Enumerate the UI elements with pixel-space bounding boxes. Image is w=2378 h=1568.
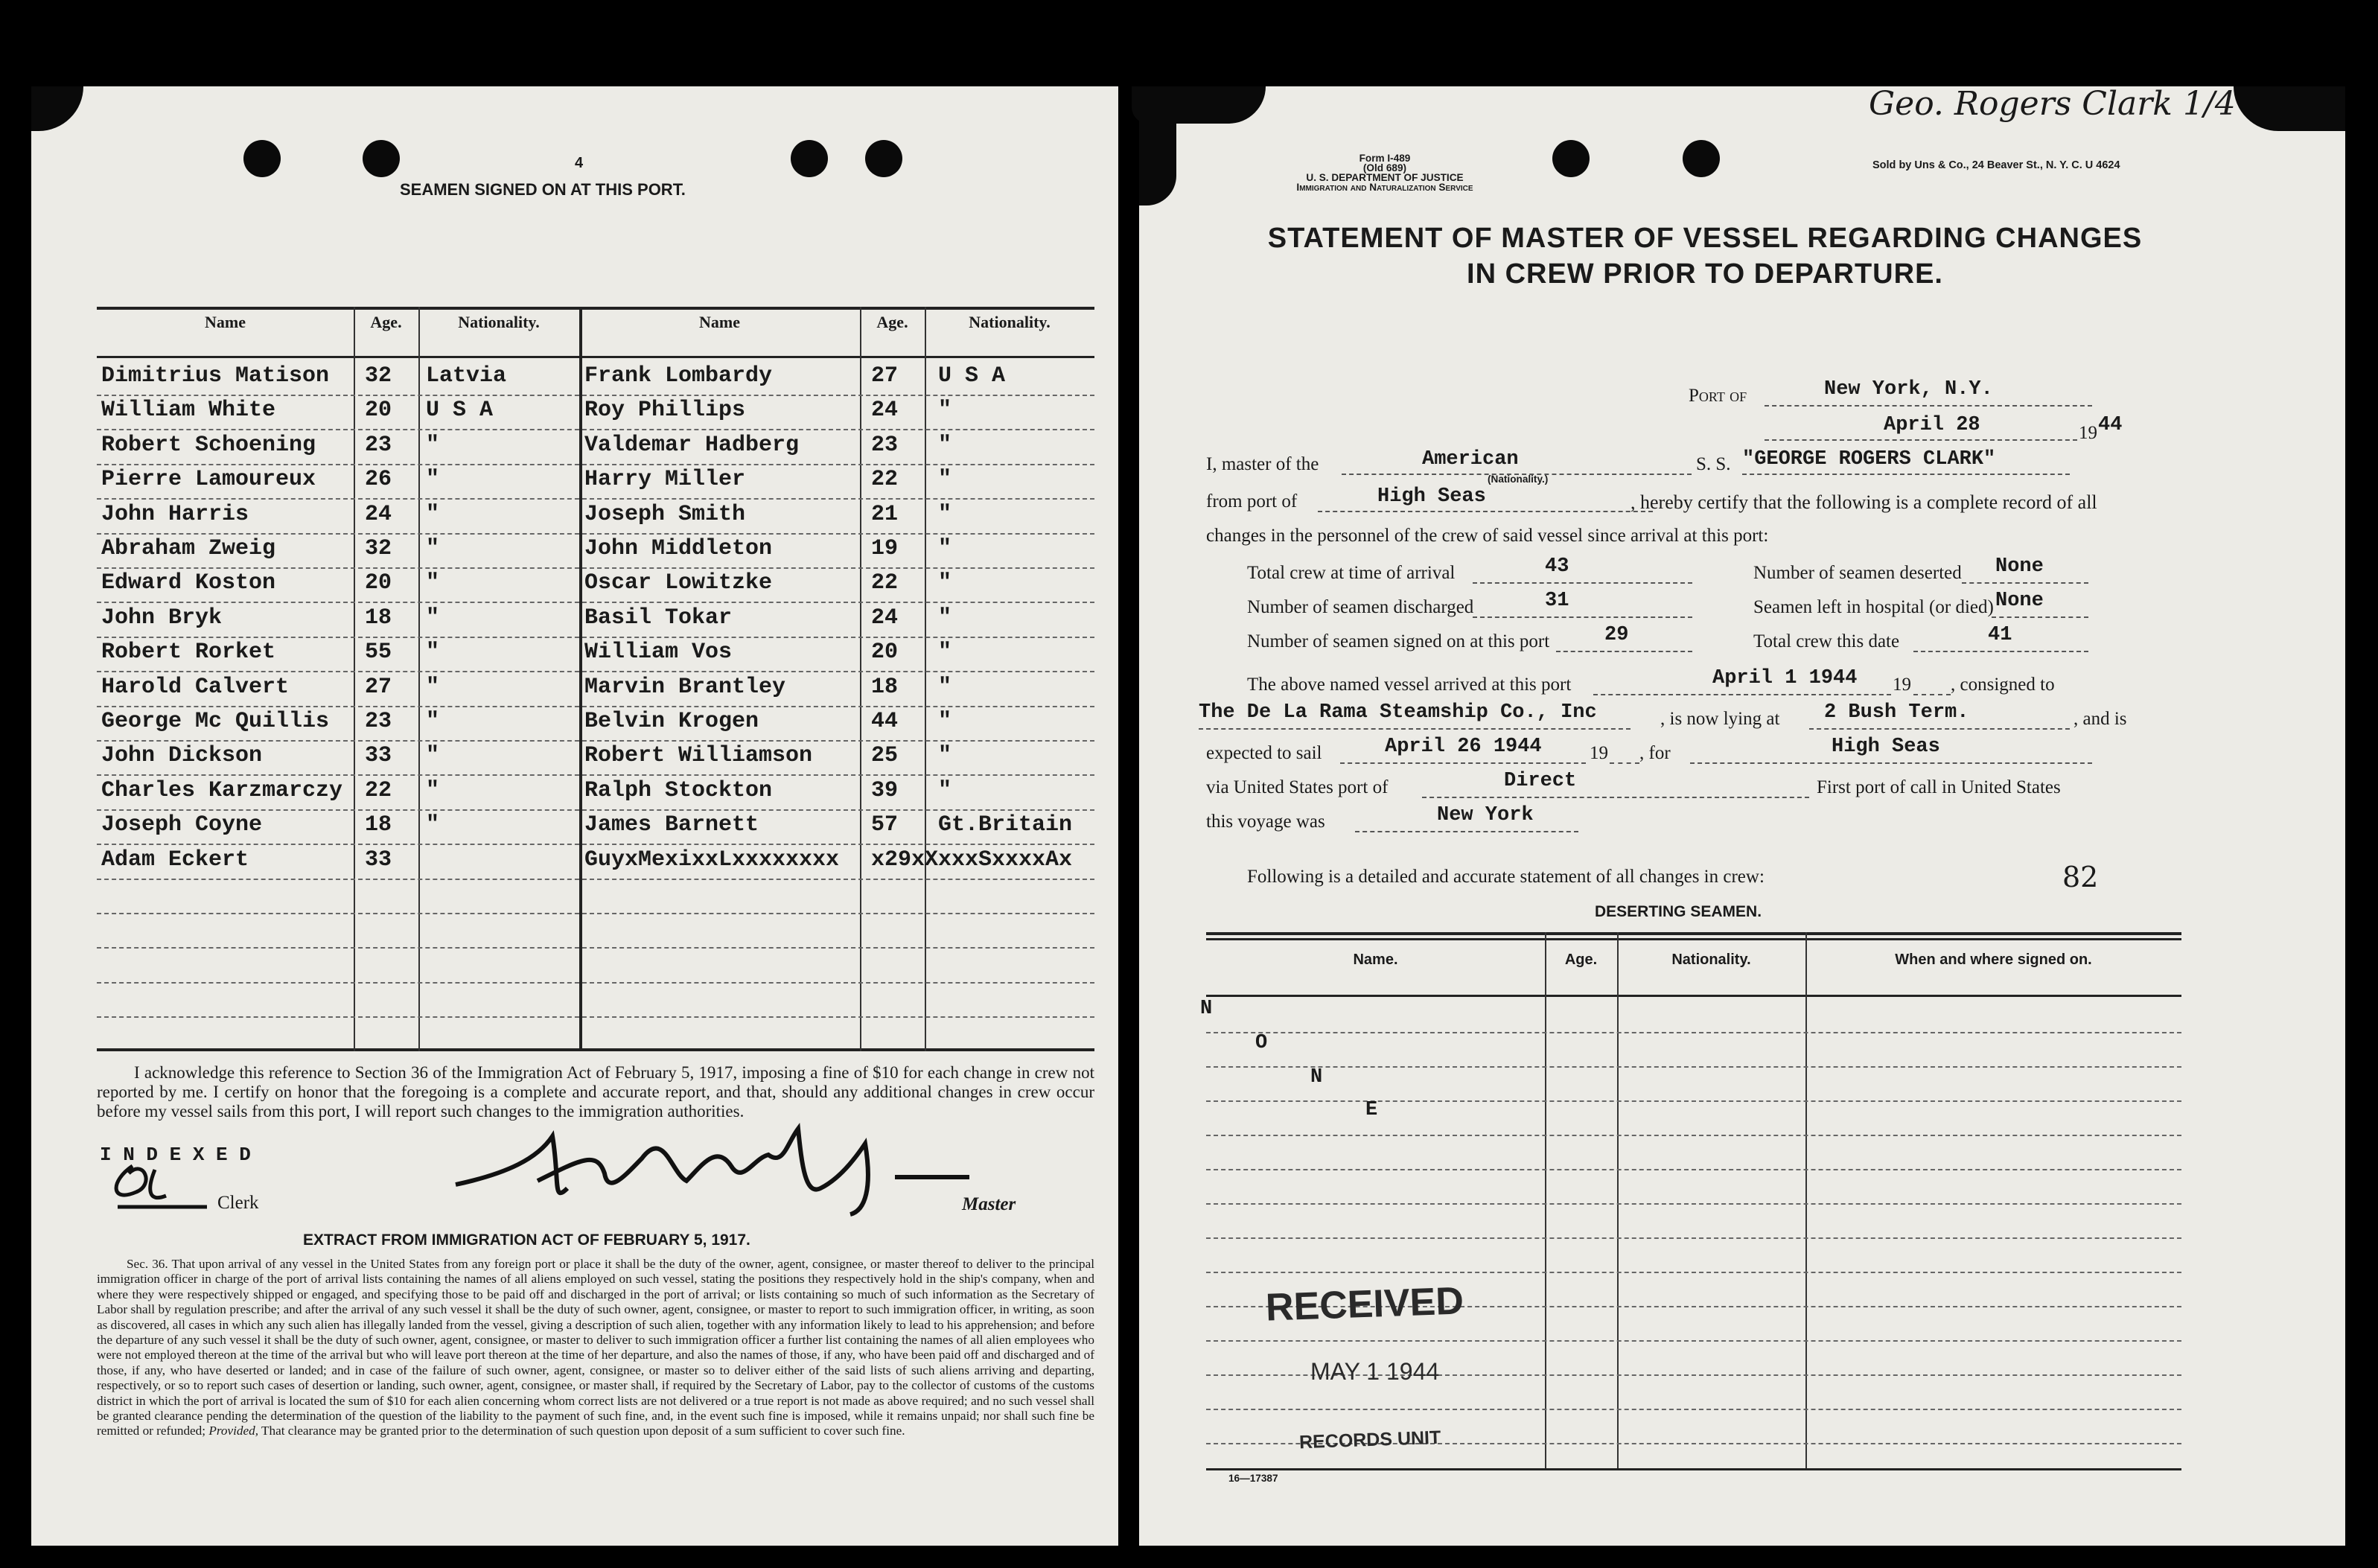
table-row xyxy=(1206,1236,2181,1239)
none-letter: N xyxy=(1200,998,1213,1020)
desert-column-header: Name. xyxy=(1353,952,1398,968)
table-cell: " xyxy=(938,432,952,458)
table-cell: 32 xyxy=(365,536,392,561)
table-row xyxy=(97,604,1094,638)
table-cell: xxxSxxxxAx xyxy=(938,847,1073,873)
form-id xyxy=(1191,153,1578,192)
table-cell: 20 xyxy=(365,398,392,424)
table-cell: 18 xyxy=(365,812,392,838)
table-cell: " xyxy=(938,674,952,700)
table-cell: " xyxy=(426,777,440,803)
torn-edge xyxy=(2234,86,2345,131)
footer-code: 16—17387 xyxy=(1228,1473,1278,1484)
table-cell: Basil Tokar xyxy=(584,605,733,631)
none-letter: E xyxy=(1365,1099,1378,1121)
table-cell: 32 xyxy=(365,363,392,389)
table-cell: " xyxy=(938,640,952,666)
table-cell: 21 xyxy=(871,501,899,527)
table-cell: x29xX xyxy=(871,847,939,873)
title-line-1: STATEMENT OF MASTER OF VESSEL REGARDING CHANGES xyxy=(1267,223,2143,254)
table-cell: 22 xyxy=(365,777,392,803)
table-cell: " xyxy=(938,709,952,734)
table-row xyxy=(1206,1065,2181,1068)
table-cell: " xyxy=(426,674,440,700)
table-row xyxy=(97,811,1094,845)
arrived-year-prefix: 19 xyxy=(1893,675,1911,695)
following-label: Following is a detailed and accurate statement of all changes in crew: xyxy=(1247,867,1765,887)
indexed-stamp: I N D E X E D xyxy=(100,1144,251,1166)
none-letter: O xyxy=(1255,1032,1268,1054)
table-cell: 39 xyxy=(871,777,899,803)
title-line-2: IN CREW PRIOR TO DEPARTURE. xyxy=(1467,258,1943,290)
table-row xyxy=(97,396,1094,430)
table-row xyxy=(97,880,1094,914)
date-value: April 28 xyxy=(1884,414,1980,436)
table-cell: 24 xyxy=(871,398,899,424)
total-arrival-label: Total crew at time of arrival xyxy=(1247,563,1456,583)
nationality-value: American xyxy=(1422,448,1519,471)
table-cell: " xyxy=(938,536,952,561)
signed-on-label: Number of seamen signed on at this port xyxy=(1247,631,1550,651)
table-cell: Roy Phillips xyxy=(584,398,746,424)
stamp-unit: RECORDS UNIT xyxy=(1298,1427,1441,1453)
via-value: Direct xyxy=(1504,770,1577,792)
side-number: 82 xyxy=(2062,861,2099,893)
table-row xyxy=(97,914,1094,949)
expected-year-prefix: 19 xyxy=(1590,743,1608,763)
table-row xyxy=(97,673,1094,707)
table-cell: " xyxy=(426,570,440,596)
none-letter: N xyxy=(1310,1066,1323,1089)
table-cell: Harry Miller xyxy=(584,467,746,493)
total-date-value: 41 xyxy=(1988,624,2012,646)
master-signature xyxy=(448,1114,984,1218)
form-number: Form I-489 xyxy=(1359,153,1411,164)
via-label: via United States port of xyxy=(1206,777,1389,797)
desert-column-header: Nationality. xyxy=(1671,952,1751,968)
column-header: Age. xyxy=(876,313,908,331)
table-cell: " xyxy=(426,812,440,838)
and-is-label: , and is xyxy=(2073,709,2127,729)
from-port-value: High Seas xyxy=(1377,485,1486,508)
discharged-label: Number of seamen discharged xyxy=(1247,597,1474,617)
deserting-heading: DESERTING SEAMEN. xyxy=(1595,903,1762,920)
table-cell: 33 xyxy=(365,743,392,769)
extract-section: Sec. 36. xyxy=(127,1257,168,1271)
table-row xyxy=(97,777,1094,811)
table-cell: 55 xyxy=(365,640,392,666)
discharged-value: 31 xyxy=(1545,590,1569,612)
table-row xyxy=(97,984,1094,1018)
extract-proviso: That clearance may be granted prior to the determination of such question upon deposit of a sum sufficient to cover such fine. xyxy=(261,1424,905,1438)
for-label: , for xyxy=(1639,743,1671,763)
table-cell: Harold Calvert xyxy=(101,674,290,700)
handwritten-note: Geo. Rogers Clark 1/4 xyxy=(1869,85,2236,123)
expected-value: April 26 1944 xyxy=(1385,736,1542,758)
master-label: Master xyxy=(962,1194,1016,1214)
table-cell: " xyxy=(426,605,440,631)
service: Immigration and Naturalization Service xyxy=(1296,182,1473,193)
arrived-label: The above named vessel arrived at this port xyxy=(1247,675,1572,695)
consigned-label: , consigned to xyxy=(1951,675,2055,695)
punch-hole xyxy=(865,140,902,177)
torn-corner xyxy=(31,86,83,131)
stamp-date: MAY 1 1944 xyxy=(1310,1358,1440,1385)
table-row xyxy=(1206,1202,2181,1205)
crew-table xyxy=(97,307,1094,1051)
table-cell: 20 xyxy=(871,640,899,666)
punch-hole xyxy=(791,140,828,177)
column-header: Age. xyxy=(370,313,402,331)
table-cell: GuyxMexixxLxxxxxxxx xyxy=(584,847,840,873)
table-cell: Joseph Smith xyxy=(584,501,746,527)
desert-column-header: Age. xyxy=(1564,952,1598,968)
table-cell: 20 xyxy=(365,570,392,596)
table-cell: Marvin Brantley xyxy=(584,674,786,700)
table-cell: " xyxy=(938,398,952,424)
clerk-label: Clerk xyxy=(217,1193,259,1213)
table-row xyxy=(1206,1030,2181,1033)
voyage-value: New York xyxy=(1437,804,1534,826)
for-value: High Seas xyxy=(1832,736,1940,758)
acknowledgement-text: I acknowledge this reference to Section 36 of the Immigration Act of February 5, 1917, imposing a fine of $10 for each change in crew not reported by me. I certify on honor that the foregoing is a complete and accurate report, and that, should any additional changes in crew occur before my vessel sails from this port, I will report such changes to the immigration authorities. xyxy=(97,1063,1094,1121)
desert-column-header: When and where signed on. xyxy=(1895,952,2092,968)
table-cell: John Harris xyxy=(101,501,249,527)
table-row xyxy=(1206,1133,2181,1136)
table-cell: Pierre Lamoureux xyxy=(101,467,316,493)
form-title xyxy=(1199,220,2211,292)
page-number: 4 xyxy=(575,155,584,171)
table-cell: 19 xyxy=(871,536,899,561)
table-cell: " xyxy=(426,743,440,769)
table-cell: " xyxy=(938,501,952,527)
lying-value: 2 Bush Term. xyxy=(1824,701,1969,724)
table-cell: Ralph Stockton xyxy=(584,777,773,803)
extract-text xyxy=(97,1257,1094,1439)
punch-hole xyxy=(1683,140,1720,177)
signed-on-value: 29 xyxy=(1604,624,1629,646)
expected-label: expected to sail xyxy=(1206,743,1322,763)
table-row xyxy=(97,535,1094,569)
table-cell: Adam Eckert xyxy=(101,847,249,873)
ss-label: S. S. xyxy=(1696,454,1731,474)
left-heading: SEAMEN SIGNED ON AT THIS PORT. xyxy=(400,180,686,199)
table-row xyxy=(1206,1270,2181,1273)
table-cell: 23 xyxy=(365,432,392,458)
table-row xyxy=(97,362,1094,396)
table-cell: William White xyxy=(101,398,276,424)
table-row xyxy=(1206,1167,2181,1170)
table-cell: 18 xyxy=(365,605,392,631)
table-cell: 26 xyxy=(365,467,392,493)
lying-label: , is now lying at xyxy=(1660,709,1780,729)
table-cell: James Barnett xyxy=(584,812,759,838)
column-header: Name xyxy=(699,313,740,331)
master-of-the-label: I, master of the xyxy=(1206,454,1319,474)
table-cell: 24 xyxy=(365,501,392,527)
year-prefix: 19 xyxy=(2079,423,2097,443)
table-cell: Edward Koston xyxy=(101,570,276,596)
table-cell: William Vos xyxy=(584,640,733,666)
extract-body: That upon arrival of any vessel in the United States from any foreign port or place it shall be the duty of the owner, agent, consignee, or master thereof to deliver to the principal immigration officer in charge of the port of arrival lists containing the names of all aliens employed on such vessel, stating the positions they respectively hold in the ship's company, when and where they were respectively shipped or engaged, and specifying those to be paid off and discharged in the port of arrival; or lists containing so much of such information as the Secretary of Labor shall by regulation prescribe; and after the arrival of any such vessel it shall be the duty of such owner, agent, consignee, or master to report to such immigration officer, in writing, as soon as discovered, all cases in which any such alien has illegally landed from the vessel, giving a description of such alien, together with any information likely to lead to his apprehension; and before the departure of any such vessel it shall be the duty of such owner, agent, consignee, or master to deliver to such immigration officer a further list containing the names of all alien employees who were not employed thereon at the time of the arrival but who will leave port thereon at the time of her departure, and also the names of those, if any, who have been paid off and discharged and of those, if any, who have deserted or landed; and in case of the failure of such owner, agent, consignee, or master so to deliver either of the said lists of such aliens arriving and departing, respectively, or so to report such cases of desertion or landing, such owner, agent, consignee, or master shall, if required by the Secretary of Labor, pay to the collector of customs of the customs district in which the port of arrival is located the sum of $10 for each alien concerning whom correct lists are not delivered or a true report is not made as above required; and no such vessel shall be granted clearance pending the determination of the question of the liability to the payment of such fine, and, in the event such fine is imposed, while it remains unpaid; nor shall such fine be remitted or refunded; xyxy=(97,1257,1094,1438)
torn-edge xyxy=(1139,101,1176,205)
certify-text: , hereby certify that the following is a complete record of all xyxy=(1631,491,2097,513)
first-port-label: First port of call in United States xyxy=(1817,777,2061,797)
table-cell: " xyxy=(426,432,440,458)
left-page xyxy=(31,86,1118,1546)
table-cell: 22 xyxy=(871,467,899,493)
table-cell: " xyxy=(426,501,440,527)
deserted-label: Number of seamen deserted xyxy=(1753,563,1962,583)
deserting-table xyxy=(1200,932,2181,1468)
table-cell: John Dickson xyxy=(101,743,263,769)
extract-title: EXTRACT FROM IMMIGRATION ACT OF FEBRUARY 5, 1917. xyxy=(303,1231,750,1249)
table-cell: " xyxy=(938,777,952,803)
table-cell: 27 xyxy=(365,674,392,700)
table-cell: Joseph Coyne xyxy=(101,812,263,838)
table-cell: 18 xyxy=(871,674,899,700)
table-cell: John Bryk xyxy=(101,605,223,631)
table-cell: 22 xyxy=(871,570,899,596)
table-row xyxy=(97,707,1094,742)
table-cell: 57 xyxy=(871,812,899,838)
table-cell: Belvin Krogen xyxy=(584,709,759,734)
table-cell: Charles Karzmarczy xyxy=(101,777,343,803)
table-cell: " xyxy=(426,709,440,734)
table-cell: Abraham Zweig xyxy=(101,536,276,561)
table-row xyxy=(97,638,1094,672)
hospital-label: Seamen left in hospital (or died) xyxy=(1753,597,1994,617)
table-cell: 44 xyxy=(871,709,899,734)
nationality-caption: (Nationality.) xyxy=(1488,474,1549,485)
port-of-value: New York, N.Y. xyxy=(1824,378,1993,401)
vessel-name: "GEORGE ROGERS CLARK" xyxy=(1742,448,1996,471)
hospital-value: None xyxy=(1995,590,2044,612)
consignee: The De La Rama Steamship Co., Inc xyxy=(1199,701,1597,724)
changes-text: changes in the personnel of the crew of said vessel since arrival at this port: xyxy=(1206,526,1769,546)
received-stamp: RECEIVED xyxy=(1265,1279,1464,1330)
table-cell: Latvia xyxy=(426,363,507,389)
voyage-label: this voyage was xyxy=(1206,812,1325,832)
column-header: Name xyxy=(205,313,246,331)
table-cell: Robert Rorket xyxy=(101,640,276,666)
table-cell: U S A xyxy=(426,398,494,424)
table-cell: Valdemar Hadberg xyxy=(584,432,800,458)
from-port-label: from port of xyxy=(1206,491,1298,511)
table-row xyxy=(97,949,1094,984)
table-cell: Frank Lombardy xyxy=(584,363,773,389)
table-cell: Dimitrius Matison xyxy=(101,363,330,389)
table-cell: " xyxy=(938,467,952,493)
total-date-label: Total crew this date xyxy=(1753,631,1900,651)
table-row xyxy=(1206,1339,2181,1342)
table-cell: Robert Williamson xyxy=(584,743,813,769)
arrived-value: April 1 1944 xyxy=(1712,667,1858,689)
table-row xyxy=(97,742,1094,776)
department: U. S. DEPARTMENT OF JUSTICE xyxy=(1306,172,1464,183)
table-cell: John Middleton xyxy=(584,536,773,561)
port-of-label: Port of xyxy=(1689,386,1747,406)
table-row xyxy=(97,500,1094,535)
table-cell: Gt.Britain xyxy=(938,812,1073,838)
table-row xyxy=(1206,1407,2181,1410)
table-cell: " xyxy=(426,640,440,666)
table-cell: 24 xyxy=(871,605,899,631)
table-cell: U S A xyxy=(938,363,1006,389)
table-row xyxy=(1206,1099,2181,1102)
total-arrival-value: 43 xyxy=(1545,555,1569,578)
seller-note: Sold by Uns & Co., 24 Beaver St., N. Y. C. U 4624 xyxy=(1872,159,2120,171)
year-value: 44 xyxy=(2098,414,2123,436)
deserted-value: None xyxy=(1995,555,2044,578)
table-cell: 23 xyxy=(871,432,899,458)
clerk-initials xyxy=(103,1151,214,1218)
table-cell: " xyxy=(426,536,440,561)
column-header: Nationality. xyxy=(969,313,1051,331)
table-row xyxy=(97,846,1094,880)
table-cell: 27 xyxy=(871,363,899,389)
column-header: Nationality. xyxy=(458,313,540,331)
table-row xyxy=(97,569,1094,603)
table-cell: " xyxy=(938,605,952,631)
punch-hole xyxy=(363,140,400,177)
punch-hole xyxy=(243,140,281,177)
table-cell: 33 xyxy=(365,847,392,873)
table-row xyxy=(97,431,1094,465)
table-cell: " xyxy=(938,743,952,769)
table-cell: Robert Schoening xyxy=(101,432,316,458)
extract-proviso-label: Provided, xyxy=(208,1424,259,1438)
table-cell: Oscar Lowitzke xyxy=(584,570,773,596)
old-number: (Old 689) xyxy=(1362,162,1407,173)
table-cell: 25 xyxy=(871,743,899,769)
table-cell: " xyxy=(426,467,440,493)
table-cell: George Mc Quillis xyxy=(101,709,330,734)
table-cell: 23 xyxy=(365,709,392,734)
table-row xyxy=(97,465,1094,500)
table-cell: " xyxy=(938,570,952,596)
